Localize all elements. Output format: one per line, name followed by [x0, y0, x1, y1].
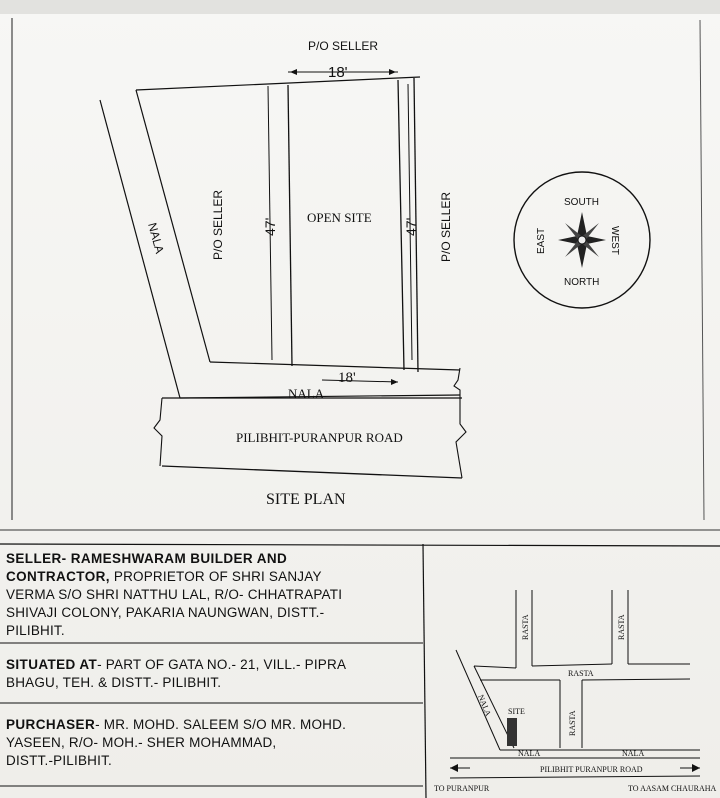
purchaser-heading: PURCHASER [6, 717, 96, 732]
km-to-left: TO PURANPUR [434, 784, 490, 793]
compass-center [578, 236, 586, 244]
purchaser-line-2: YASEEN, R/O- MOH.- SHER MOHAMMAD, [6, 735, 277, 750]
right-border [700, 20, 704, 520]
compass-west: WEST [609, 226, 620, 255]
km-rasta-2: RASTA [617, 614, 626, 640]
key-map [434, 590, 717, 793]
km-nala-2: NALA [518, 749, 541, 758]
compass-south: SOUTH [564, 197, 599, 208]
compass-rose [514, 172, 650, 308]
road-bottom-edge [162, 466, 462, 478]
right-seller-label: P/O SELLER [439, 191, 453, 262]
km-rasta-1: RASTA [521, 614, 530, 640]
road-break-right [456, 398, 466, 478]
nala-break-right [454, 368, 460, 398]
right-dim-label: 47' [403, 217, 419, 236]
seller-line-2: VERMA S/O SHRI NATTHU LAL, R/O- CHHATRAPATI [6, 587, 343, 602]
km-h2 [532, 664, 612, 666]
km-site-block [507, 718, 517, 746]
plot-top-boundary [136, 77, 420, 90]
plan-top-label: P/O SELLER [308, 39, 379, 53]
km-arrow-left-icon [450, 764, 458, 772]
left-dim-label: 47' [262, 217, 278, 236]
left-seller-label: P/O SELLER [211, 189, 225, 260]
dim-arrowhead-bottom [391, 379, 398, 385]
road-break-left [154, 398, 162, 466]
seller-block [6, 550, 416, 640]
seller-line-3: SHIVAJI COLONY, PAKARIA NAUNGWAN, DISTT.- [6, 605, 325, 620]
site-label: OPEN SITE [307, 210, 372, 225]
km-site: SITE [508, 707, 525, 716]
km-nala-1: NALA [476, 693, 493, 718]
seller-line-1: PROPRIETOR OF SHRI SANJAY [113, 569, 322, 584]
km-h1 [474, 666, 516, 668]
km-road: PILIBHIT PURANPUR ROAD [540, 765, 643, 774]
road-label: PILIBHIT-PURANPUR ROAD [236, 430, 403, 445]
divider-mid [0, 544, 720, 546]
scan-edge-top [0, 0, 720, 14]
seller-heading-2: CONTRACTOR, [6, 569, 110, 584]
situated-line-1: - PART OF GATA NO.- 21, VILL.- PIPRA [97, 657, 347, 672]
km-road-bottom [450, 776, 700, 778]
plan-title: SITE PLAN [266, 491, 346, 508]
purchaser-line-3: DISTT.-PILIBHIT. [6, 753, 112, 768]
site-left-edge [288, 85, 292, 366]
compass-north: NORTH [564, 277, 600, 288]
km-rasta-3: RASTA [568, 669, 594, 678]
compass-east: EAST [536, 227, 547, 254]
km-rasta-4: RASTA [568, 710, 577, 736]
nala-bottom-label: NALA [288, 386, 325, 401]
purchaser-line-1: - MR. MOHD. SALEEM S/O MR. MOHD. [95, 717, 347, 732]
nala-left-outer [100, 100, 180, 398]
situated-line-2: BHAGU, TEH. & DISTT.- PILIBHIT. [6, 675, 222, 690]
seller-heading: SELLER- RAMESHWARAM BUILDER AND [6, 551, 288, 566]
top-dim-label: 18' [328, 64, 348, 81]
seller-line-4: PILIBHIT. [6, 623, 65, 638]
km-h5 [582, 679, 690, 680]
situated-heading: SITUATED AT [6, 657, 98, 672]
km-arrow-right-icon [692, 764, 700, 772]
km-to-right: TO AASAM CHAURAHA [628, 784, 717, 793]
purchaser-block [6, 716, 416, 770]
dim-arrow-bottom [322, 380, 398, 382]
situated-block [6, 656, 416, 692]
km-nala-3: NALA [622, 749, 645, 758]
plot-bottom-boundary [210, 362, 460, 370]
bottom-dim-label: 18' [338, 370, 356, 386]
nala-left-label: NALA [145, 221, 167, 256]
section-divider-vertical [423, 544, 426, 798]
